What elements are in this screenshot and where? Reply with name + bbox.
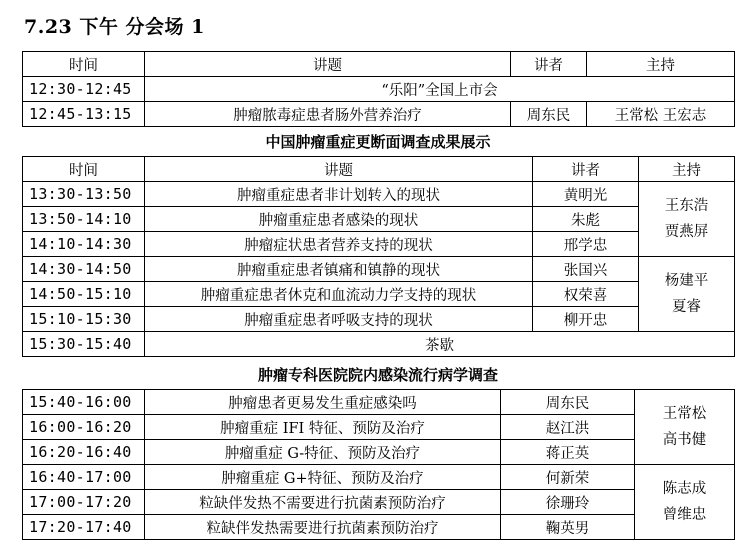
table-row [23,182,735,207]
table-row [23,440,735,465]
header-host: 主持 [639,157,735,182]
topic-cell: 肿瘤重症患者呼吸支持的现状 [145,307,533,332]
table-row [23,102,735,127]
time-cell: 15:40-16:00 [23,390,145,415]
header-topic: 讲题 [145,52,511,77]
topic-cell: 粒缺伴发热需要进行抗菌素预防治疗 [145,515,501,540]
time-cell: 12:45-13:15 [23,102,145,127]
table-row [23,415,735,440]
table-row [23,207,735,232]
topic-cell: 肿瘤患者更易发生重症感染吗 [145,390,501,415]
host-name: 陈志成 [662,481,707,497]
host-group-cell [639,182,735,257]
table-row [23,282,735,307]
host-name: 曾维忠 [662,507,707,523]
break-label: 茶歇 [145,332,735,357]
topic-cell: 肿瘤重症患者镇痛和镇静的现状 [145,257,533,282]
survey-results-table [22,156,735,357]
table-row [23,490,735,515]
break-row [23,332,735,357]
host-group-cell [635,390,735,465]
time-cell: 16:20-16:40 [23,440,145,465]
time-cell: 14:50-15:10 [23,282,145,307]
table-row [23,307,735,332]
speaker-cell: 黄明光 [533,182,639,207]
time-cell: 13:30-13:50 [23,182,145,207]
speaker-cell: 周东民 [511,102,587,127]
topic-cell: 肿瘤重症患者感染的现状 [145,207,533,232]
speaker-cell: 周东民 [501,390,635,415]
speaker-cell: 朱彪 [533,207,639,232]
time-cell: 14:10-14:30 [23,232,145,257]
speaker-cell: 徐珊玲 [501,490,635,515]
topic-cell: 肿瘤重症 IFI 特征、预防及治疗 [145,415,501,440]
host-name: 王常松 [662,406,707,422]
speaker-cell: 何新荣 [501,465,635,490]
table-row [23,515,735,540]
header-topic: 讲题 [145,157,533,182]
host-name: 杨建平 [664,273,709,289]
table-header-row [23,157,735,182]
host-name: 王东浩 [664,198,709,214]
host-cell: 王常松 王宏志 [587,102,735,127]
host-group-cell [639,257,735,332]
table-row [23,390,735,415]
speaker-cell: 张国兴 [533,257,639,282]
time-cell: 16:00-16:20 [23,415,145,440]
table-header-row [23,52,735,77]
speaker-cell: 权荣喜 [533,282,639,307]
topic-cell: 肿瘤重症 G+特征、预防及治疗 [145,465,501,490]
time-cell: 12:30-12:45 [23,77,145,102]
topic-cell: 肿瘤重症患者休克和血流动力学支持的现状 [145,282,533,307]
host-name: 贾燕屏 [664,224,709,240]
host-name: 夏睿 [672,299,701,315]
speaker-cell: 邢学忠 [533,232,639,257]
time-cell: 15:10-15:30 [23,307,145,332]
header-speaker: 讲者 [511,52,587,77]
topic-cell: 肿瘤重症 G-特征、预防及治疗 [145,440,501,465]
infection-survey-table [22,389,735,540]
time-cell: 14:30-14:50 [23,257,145,282]
topic-cell: “乐阳”全国上市会 [145,77,735,102]
section-title: 中国肿瘤重症更断面调查成果展示 [265,133,491,151]
speaker-cell: 赵江洪 [501,415,635,440]
table-row [23,257,735,282]
topic-cell: 肿瘤脓毒症患者肠外营养治疗 [145,102,511,127]
table-row [23,232,735,257]
speaker-cell: 柳开忠 [533,307,639,332]
header-speaker: 讲者 [533,157,639,182]
table-row [23,465,735,490]
time-cell: 15:30-15:40 [23,332,145,357]
host-group-cell [635,465,735,540]
section-title: 肿瘤专科医院院内感染流行病学调查 [257,366,498,384]
topic-cell: 肿瘤症状患者营养支持的现状 [145,232,533,257]
time-cell: 13:50-14:10 [23,207,145,232]
opening-schedule-table [22,51,735,127]
table-row [23,77,735,102]
topic-cell: 肿瘤重症患者非计划转入的现状 [145,182,533,207]
time-cell: 17:20-17:40 [23,515,145,540]
speaker-cell: 鞠英男 [501,515,635,540]
header-time: 时间 [23,52,145,77]
time-cell: 16:40-17:00 [23,465,145,490]
time-cell: 17:00-17:20 [23,490,145,515]
speaker-cell: 蒋正英 [501,440,635,465]
header-host: 主持 [587,52,735,77]
host-name: 高书健 [662,432,707,448]
header-time: 时间 [23,157,145,182]
page-title: 7.23 下午 分会场 1 [24,16,205,38]
topic-cell: 粒缺伴发热不需要进行抗菌素预防治疗 [145,490,501,515]
